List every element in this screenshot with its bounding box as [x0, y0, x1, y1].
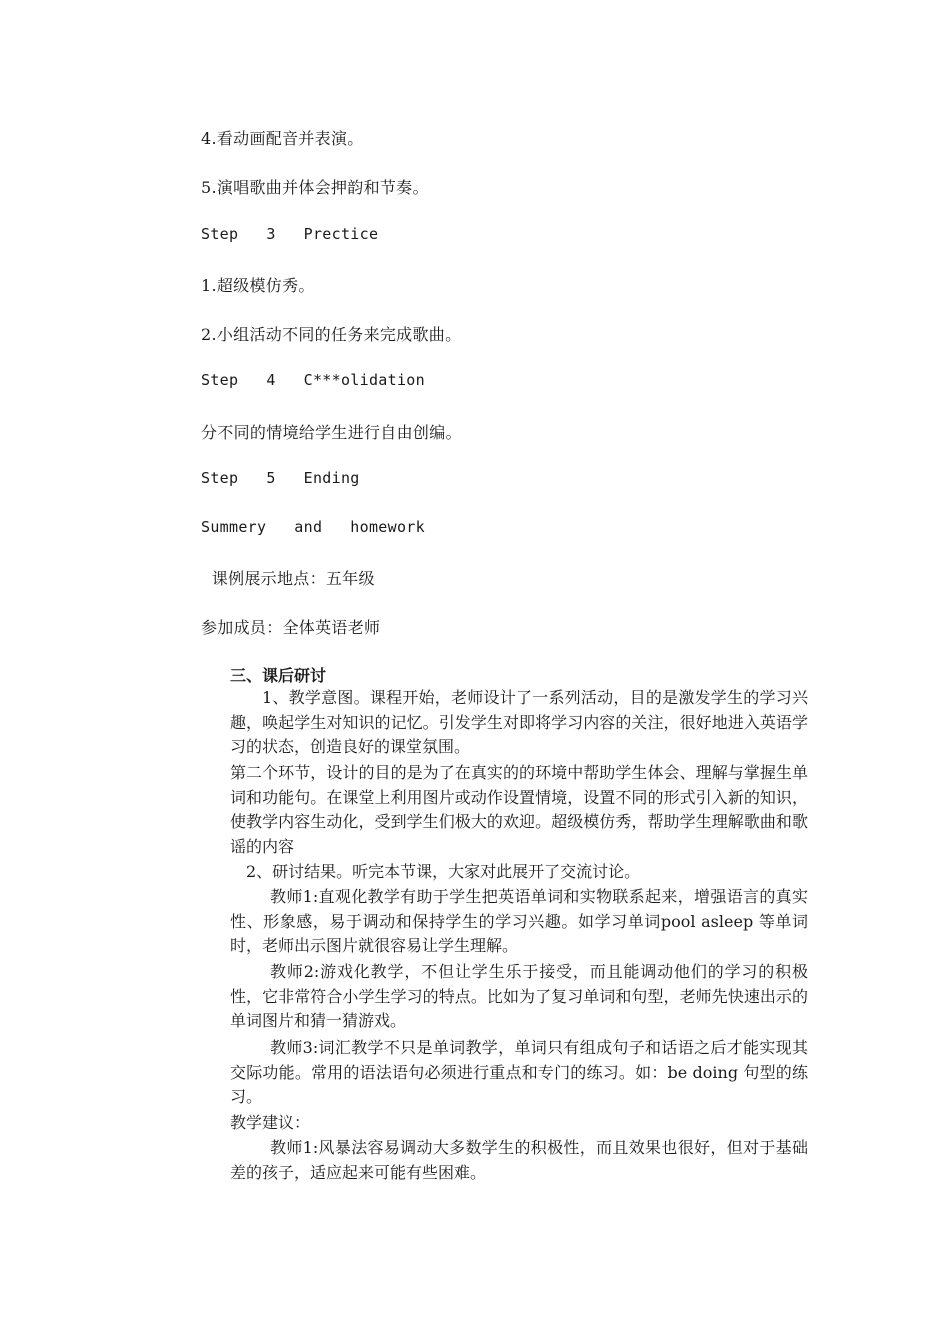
practice-item-1: 1.超级模仿秀。: [201, 276, 315, 295]
paragraph-teacher-2: 教师2:游戏化教学，不但让学生乐于接受，而且能调动他们的学习的积极性，它非常符合小学生学习的特点。比如为了复习单词和句型，老师先快速出示的单词图片和猜一猜游戏。: [230, 962, 808, 1031]
step-3-heading: Step 3 Prectice: [201, 225, 379, 243]
paragraph-teacher-1: 教师1:直观化教学有助于学生把英语单词和实物联系起来，增强语言的真实性、形象感，易于调动和保持学生的学习兴趣。如学习单词pool asleep 等单词时，老师出示图片就很容易让学生理解。: [230, 887, 808, 956]
practice-item-2: 2.小组活动不同的任务来完成歌曲。: [201, 325, 462, 344]
teaching-suggestions-label: 教学建议：: [230, 1113, 311, 1132]
location-text: 课例展示地点：五年级: [201, 569, 375, 588]
paragraph-teacher-3: 教师3:词汇教学不只是单词教学，单词只有组成句子和话语之后才能实现其交际功能。常用的语法语句必须进行重点和专门的练习。如：be doing 句型的练习。: [230, 1038, 808, 1107]
step-4-heading: Step 4 C***olidation: [201, 371, 425, 389]
consolidation-text: 分不同的情境给学生进行自由创编。: [201, 423, 462, 442]
step-5-heading: Step 5 Ending: [201, 469, 360, 487]
members-text: 参加成员：全体英语老师: [201, 618, 381, 637]
paragraph-suggestion-1: 教师1:风暴法容易调动大多数学生的积极性，而且效果也很好，但对于基础差的孩子，适应起来可能有些困难。: [230, 1138, 808, 1182]
paragraph-discussion-result: 2、研讨结果。听完本节课，大家对此展开了交流讨论。: [246, 862, 641, 881]
list-item-5: 5.演唱歌曲并体会押韵和节奏。: [201, 178, 429, 197]
paragraph-second-stage: 第二个环节，设计的目的是为了在真实的的环境中帮助学生体会、理解与掌握生单词和功能句。在课堂上利用图片或动作设置情境，设置不同的形式引入新的知识，使教学内容生动化，受到学生们极大的欢迎。超级模仿秀，帮助学生理解歌曲和歌谣的内容: [230, 763, 808, 856]
list-item-4: 4.看动画配音并表演。: [201, 129, 364, 148]
summary-text: Summery and homework: [201, 518, 425, 536]
paragraph-teaching-intent: 1、教学意图。课程开始，老师设计了一系列活动，目的是激发学生的学习兴趣，唤起学生对知识的记忆。引发学生对即将学习内容的关注，很好地进入英语学习的状态，创造良好的课堂氛围。: [230, 688, 808, 757]
section-heading: 三、课后研讨: [230, 666, 327, 685]
